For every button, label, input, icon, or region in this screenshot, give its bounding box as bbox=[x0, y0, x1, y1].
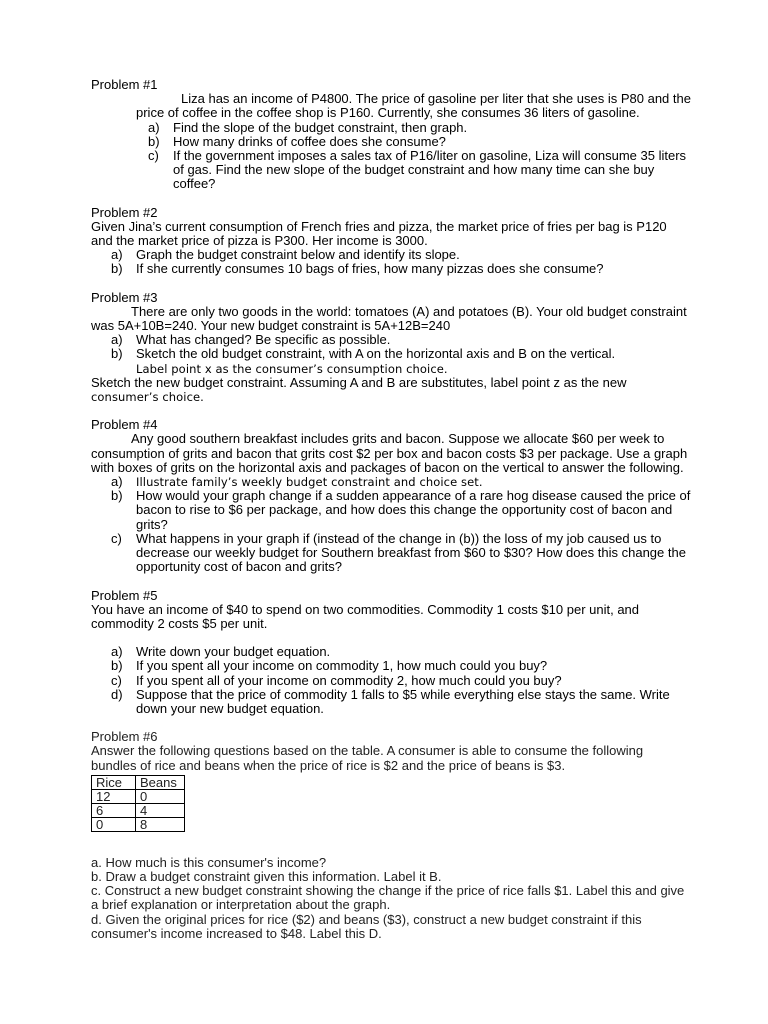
list-item: b) How would your graph change if a sudden appearance of a rare hog disease caused the price of bacon to rise to $6 per package, and how does this change the opportunity cost of bacon and grits? bbox=[111, 488, 691, 532]
problem-items bbox=[148, 121, 691, 192]
problem-intro: Any good southern breakfast includes grits and bacon. Suppose we allocate $60 per week to consumption of grits and bacon that grits cost $2 per box and bacon costs $3 per package. Use a graph with boxes of grits on the horizontal axis and packages of bacon on the vertical to answer the following. bbox=[91, 431, 688, 475]
list-item: a) Graph the budget constraint below and identify its slope. bbox=[111, 247, 460, 263]
list-item: c) If you spent all of your income on commodity 2, how much could you buy? bbox=[111, 672, 562, 688]
problem-1 bbox=[91, 78, 691, 192]
problem-title: Problem #4 bbox=[91, 417, 158, 433]
document-body bbox=[91, 78, 691, 955]
question-d: d. Given the original prices for rice ($2) and beans ($3), construct a new budget constraint if this consumer's income increased to $48. Label this D. bbox=[91, 911, 642, 941]
problem-2 bbox=[91, 206, 691, 277]
list-item: c) What happens in your graph if (instead of the change in (b)) the loss of my job caused us to decrease our weekly budget for Southern breakfast from $60 to $30? How does this change the opportunity cost of bacon and grits? bbox=[111, 530, 686, 575]
table-header-row bbox=[92, 775, 185, 789]
problem-title: Problem #3 bbox=[91, 289, 158, 305]
list-item: b) If she currently consumes 10 bags of fries, how many pizzas does she consume? bbox=[111, 261, 604, 277]
list-item: b) Sketch the old budget constraint, with A on the horizontal axis and B on the vertical. Label point x as the consumer’s consumption choice. bbox=[111, 346, 616, 376]
item-note: Label point x as the consumer’s consumption choice. bbox=[136, 361, 448, 376]
problem-intro: There are only two goods in the world: tomatoes (A) and potatoes (B). Your old budget constraint was 5A+10B=240. Your new budget constraint is 5A+12B=240 bbox=[91, 303, 687, 334]
problem-title: Problem #6 bbox=[91, 729, 158, 745]
list-item: c) If the government imposes a sales tax of P16/liter on gasoline, Liza will consume 35 liters of gas. Find the new slope of the budget constraint and how many time can she buy coffee? bbox=[148, 148, 687, 192]
question-a: a. How much is this consumer's income? bbox=[91, 854, 327, 870]
list-item: a) Illustrate family’s weekly budget constraint and choice set. bbox=[111, 474, 483, 490]
table-header: Rice bbox=[92, 775, 136, 789]
table-row bbox=[92, 789, 185, 803]
list-item: a) Write down your budget equation. bbox=[111, 644, 331, 660]
problem-outro: Sketch the new budget constraint. Assuming A and B are substitutes, label point z as the new bbox=[91, 374, 627, 390]
list-item: b) If you spent all your income on commodity 1, how much could you buy? bbox=[111, 658, 548, 674]
problem-items bbox=[111, 645, 691, 716]
table-cell: 12 bbox=[92, 789, 136, 803]
problem-items bbox=[111, 475, 691, 574]
problem-items bbox=[111, 248, 691, 276]
problem-5 bbox=[91, 589, 691, 717]
problem-intro: Given Jina’s current consumption of French fries and pizza, the market price of fries per bag is P120 and the market price of pizza is P300. Her income is 3000. bbox=[91, 218, 667, 249]
table-cell: 8 bbox=[136, 817, 185, 831]
problem-6 bbox=[91, 730, 691, 941]
rice-beans-table bbox=[91, 775, 185, 832]
table-row bbox=[92, 817, 185, 831]
problem-items bbox=[111, 333, 691, 376]
problem-4 bbox=[91, 418, 691, 574]
problem-3 bbox=[91, 291, 691, 405]
problem-title: Problem #2 bbox=[91, 204, 158, 220]
problem-intro: Liza has an income of P4800. The price of gasoline per liter that she uses is P80 and the price of coffee in the coffee shop is P160. Currently, she consumes 36 liters of gasoline. bbox=[136, 91, 691, 121]
question-b: b. Draw a budget constraint given this information. Label it B. bbox=[91, 868, 442, 884]
table-cell: 0 bbox=[92, 817, 136, 831]
list-item: b) How many drinks of coffee does she consume? bbox=[148, 133, 446, 149]
list-item: d) Suppose that the price of commodity 1 falls to $5 while everything else stays the same. Write down your new budget equation. bbox=[111, 686, 670, 716]
problem-intro: You have an income of $40 to spend on two commodities. Commodity 1 costs $10 per unit, and commodity 2 costs $5 per unit. bbox=[91, 601, 640, 631]
problem-outro-note: consumer’s choice. bbox=[91, 390, 204, 405]
problem-title: Problem #5 bbox=[91, 587, 158, 603]
list-item: a) Find the slope of the budget constraint, then graph. bbox=[148, 119, 468, 135]
table-cell: 4 bbox=[136, 803, 185, 817]
table-row bbox=[92, 803, 185, 817]
table-header: Beans bbox=[136, 775, 185, 789]
question-c: c. Construct a new budget constraint showing the change if the price of rice falls $1. Label this and give a brief explanation or interpretation about the graph. bbox=[91, 883, 685, 913]
table-cell: 6 bbox=[92, 803, 136, 817]
problem-intro: Answer the following questions based on the table. A consumer is able to consume the following bundles of rice and beans when the price of rice is $2 and the price of beans is $3. bbox=[91, 743, 644, 773]
table-cell: 0 bbox=[136, 789, 185, 803]
problem-title: Problem #1 bbox=[91, 77, 158, 92]
list-item: a) What has changed? Be specific as possible. bbox=[111, 332, 391, 348]
